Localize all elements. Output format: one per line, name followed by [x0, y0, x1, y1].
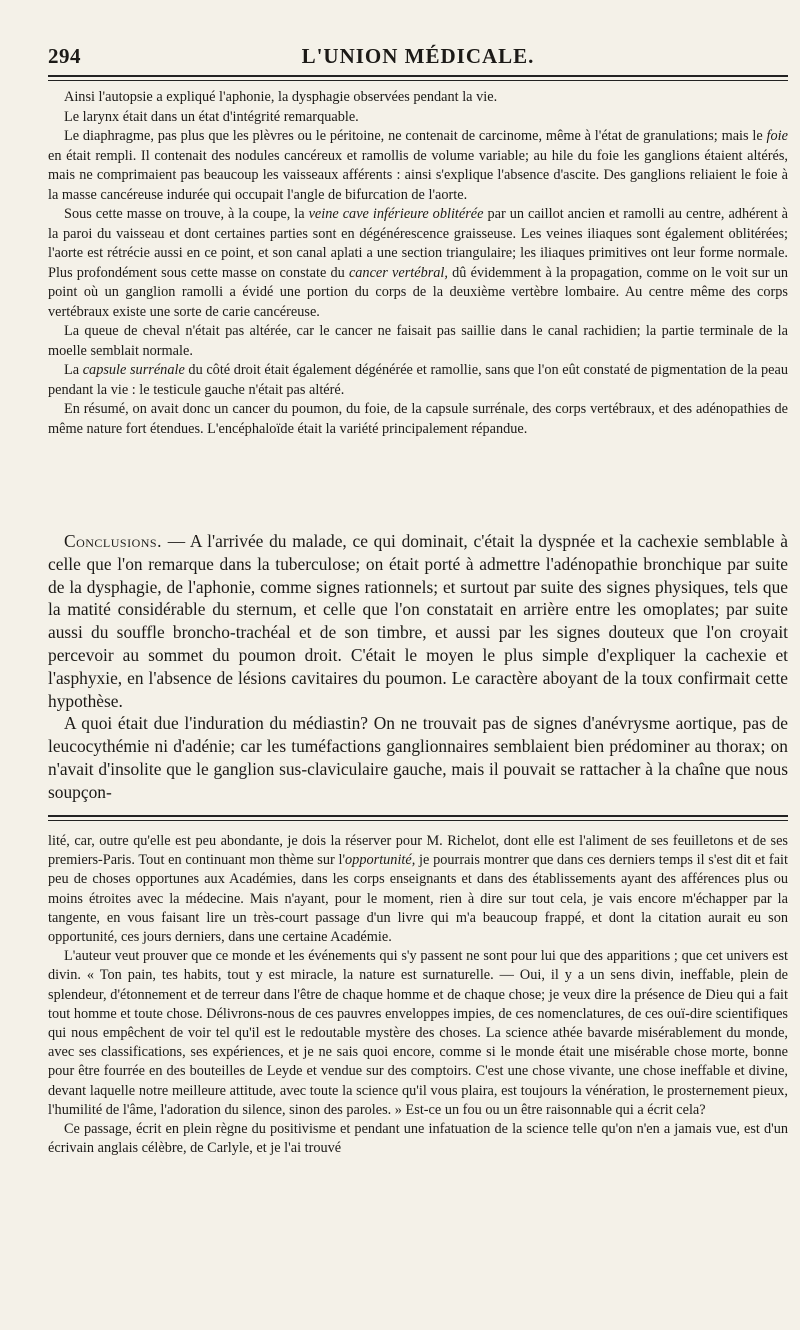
paragraph: Sous cette masse on trouve, à la coupe, la veine cave inférieure oblitérée par un caillot ancien et ramolli au centre, adhérent à la paroi du vaisseau et dont certaines parties sont en dégénérescence graisseuse. Les veines iliaques sont également oblitérées; l'aorte est rétrécie aussi en ce point, et son canal aplati a une section triangulaire; les iliaques primitives ont leur forme normale. Plus profondément sous cette masse on constate du cancer vertébral, dû évidemment à la propagation, comme on le voit sur un point où un ganglion ramolli a évidé une portion du corps de la deuxième vertèbre lombaire. Au centre même des corps vertébraux existe une sorte de carie cancéreuse. [48, 206, 788, 320]
page-header [48, 44, 788, 74]
header-rule [48, 75, 788, 77]
paragraph: En résumé, on avait donc un cancer du poumon, du foie, de la capsule surrénale, des corps vertébraux, et des adénopathies de même nature fort étendues. L'encéphaloïde était la variété principalement répandue. [48, 401, 788, 437]
page-number: 294 [48, 44, 81, 68]
feuilleton-rule-thin [48, 820, 788, 821]
paragraph: Ce passage, écrit en plein règne du positivisme et pendant une infatuation de la science telle qu'on n'en a jamais vue, est d'un écrivain anglais célèbre, de Carlyle, et je l'ai trouvé [48, 1121, 788, 1157]
autopsy-section [48, 88, 788, 439]
paragraph: L'auteur veut prouver que ce monde et les événements qui s'y passent ne sont pour lui que des apparitions ; que cet univers est divin. « Ton pain, tes habits, tout y est miracle, la nature est surnaturelle. — Oui, il y a un sens divin, ineffable, plein de splendeur, d'étonnement et de terreur dans l'être de chaque homme et de chaque chose; je veux dire la présence de Dieu qui a fait tout homme et toute chose. Délivrons-nous de ces pauvres enveloppes impies, de ces nomenclatures, de ces ouï-dire scientifiques qui nous empêchent de voir tel qu'il est le redoutable mystère des choses. La science athée bavarde misérablement du monde, avec ses classifications, ses expériences, et je ne sais quoi encore, comme si le monde était une misérable chose morte, bonne pour être fourrée en des bouteilles de Leyde et vendue sur des comptoirs. C'est une chose vivante, une chose ineffable et divine, devant laquelle notre meilleure attitude, avec toute la science qu'il vous plaira, est toujours la vénération, le prosternement pieux, l'humilité de l'âme, l'adoration du silence, sinon des paroles. » Est-ce un fou ou un être raisonnable qui a écrit cela? [48, 948, 788, 1118]
feuilleton-section [48, 832, 788, 1158]
paragraph: La capsule surrénale du côté droit était également dégénérée et ramollie, sans que l'on eût constaté de pigmentation de la peau pendant la vie : le testicule gauche n'était pas altéré. [48, 362, 789, 398]
header-rule-thin [48, 80, 788, 81]
conclusions-section [48, 530, 788, 804]
section-label: Conclusions. [64, 531, 162, 551]
running-title: L'UNION MÉDICALE. [301, 44, 535, 68]
paragraph: Le diaphragme, pas plus que les plèvres ou le péritoine, ne contenait de carcinome, même à l'état de granulations; mais le foie en était rempli. Il contenait des nodules cancéreux et ramollis de volume variable; au hile du foie les ganglions étaient altérés, mais ne comprimaient pas beaucoup les vaisseaux afférents : ainsi s'explique l'absence d'ascite. Des ganglions reliaient le foie à la masse cancéreuse indurée qui occupait l'angle de bifurcation de l'aorte. [48, 128, 788, 203]
paragraph: La queue de cheval n'était pas altérée, car le cancer ne faisait pas saillie dans le canal rachidien; la partie terminale de la moelle semblait normale. [48, 323, 788, 359]
feuilleton-rule [48, 815, 788, 817]
paragraph: A quoi était due l'induration du médiastin? On ne trouvait pas de signes d'anévrysme aortique, pas de leucocythémie ni d'adénie; car les tuméfactions ganglionnaires semblaient bien prédominer au thorax; on n'avait d'insolite que le ganglion sus-claviculaire gauche, mais il pouvait se rattacher à la chaîne que nous soupçon- [48, 713, 788, 802]
paragraph: Ainsi l'autopsie a expliqué l'aphonie, la dysphagie observées pendant la vie. [64, 89, 498, 105]
paragraph: lité, car, outre qu'elle est peu abondante, je dois la réserver pour M. Richelot, dont elle est l'aliment de ses feuilletons et de ses premiers-Paris. Tout en continuant mon thème sur l'opportunité, je pourrais montrer que dans ces derniers temps il s'est dit et fait peu de choses opportunes aux Académies, dans les corps enseignants et dans des établissements ayant des afférences plus ou moins étroites avec la médecine. Mais n'ayant, pour le moment, rien à dire sur tout cela, je vais encore m'échapper par la tangente, en vous faisant lire un très-court passage d'un livre qui m'a beaucoup frappé, et dont la citation aurait eu son opportunité, ces jours derniers, dans une certaine Académie. [48, 833, 788, 946]
paragraph: Conclusions. — A l'arrivée du malade, ce qui dominait, c'était la dyspnée et la cachexie semblable à celle que l'on remarque dans la tuberculose; on était porté à admettre l'adénopathie bronchique par suite de la dysphagie, de l'aphonie, comme signes rationnels; et surtout par suite des signes physiques, tels que la matité considérable du sternum, et celle que l'on constatait en arrière entre les omoplates; par suite aussi du souffle broncho-trachéal et de son timbre, et aussi par les signes douteux que l'on croyait percevoir au sommet du poumon droit. C'était le moyen le plus simple d'expliquer la cachexie et l'asphyxie, en l'absence de lésions cavitaires du poumon. Le caractère aboyant de la toux confirmait cette hypothèse. [48, 531, 788, 711]
paragraph: Le larynx était dans un état d'intégrité remarquable. [64, 108, 359, 125]
